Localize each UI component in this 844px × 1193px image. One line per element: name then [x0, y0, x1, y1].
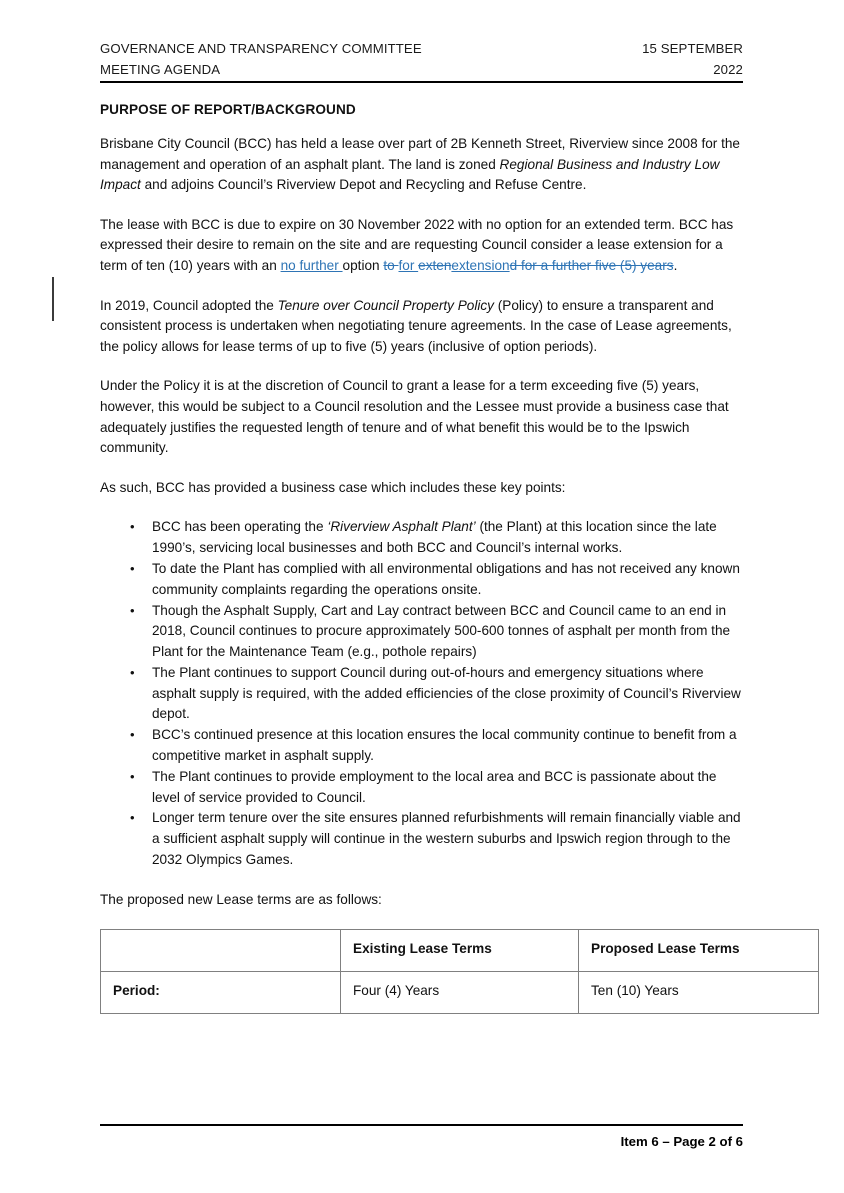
paragraph-background-lease [100, 134, 743, 196]
tracked-deletion-to: to [383, 257, 399, 273]
zoning-designation: Regional Business and Industry Low Impact [100, 156, 720, 193]
paragraph-text: Brisbane City Council (BCC) has held a lease over part of 2B Kenneth Street, Riverview since 2008 for the management and operation of an asphalt plant. The land is zoned [100, 136, 740, 172]
policy-name: Tenure over Council Property Policy [277, 297, 494, 313]
list-item [100, 559, 743, 601]
header-document-type: MEETING AGENDA [100, 62, 221, 77]
bullet-icon: • [130, 810, 135, 826]
paragraph-lease-expiry-tracked [100, 215, 743, 277]
bullet-icon: • [130, 602, 135, 618]
document-body [100, 100, 743, 1014]
paragraph-business-case-intro: As such, BCC has provided a business case which includes these key points: [100, 479, 566, 495]
list-item [100, 601, 743, 663]
list-item-text: Though the Asphalt Supply, Cart and Lay contract between BCC and Council came to an end in 2018, Council continues to procure approximately 500-600 tonnes of asphalt per month from the Plant for the Maintenance Team (e.g., pothole repairs) [152, 602, 731, 660]
tracked-insertion-for: for [398, 257, 419, 273]
tracked-deletion-further-five-years: d for a further five (5) years [509, 257, 674, 273]
footer-item-page-number: Item 6 – Page 2 of 6 [620, 1134, 743, 1149]
paragraph-text-option: option [342, 257, 384, 273]
table-cell-label-period: Period: [101, 972, 341, 1014]
footer-divider-rule [100, 1124, 743, 1126]
bullet-icon: • [130, 560, 135, 576]
header-divider-rule [100, 81, 743, 83]
bullet-icon: • [130, 727, 135, 743]
bullet-icon: • [130, 768, 135, 784]
list-item-text-cont: (the Plant) at this location since the late 1990’s, servicing local businesses and both BCC and Council’s internal works. [152, 519, 717, 556]
header-row-1 [100, 38, 743, 59]
table-cell-proposed-period: Ten (10) Years [579, 972, 819, 1014]
list-item-text: BCC has been operating the [152, 519, 328, 535]
table-header-proposed: Proposed Lease Terms [579, 930, 819, 972]
tracked-insertion-no-further: no further [280, 257, 343, 273]
bullet-icon: • [130, 519, 135, 535]
header-row-2 [100, 59, 743, 80]
list-item [100, 725, 743, 767]
tracked-deletion-exten: exten [418, 257, 452, 273]
paragraph-text-end: . [673, 257, 678, 273]
table-row-header [101, 930, 819, 972]
paragraph-proposed-terms-intro: The proposed new Lease terms are as follows: [100, 891, 382, 907]
list-item [100, 517, 743, 559]
header-committee-name: GOVERNANCE AND TRANSPARENCY COMMITTEE [100, 41, 422, 56]
bullet-icon: • [130, 664, 135, 680]
list-item-italic: ‘Riverview Asphalt Plant’ [327, 519, 476, 535]
tracked-insertion-extension: extension [451, 257, 510, 273]
paragraph-text: The lease with BCC is due to expire on 30 November 2022 with no option for an extended term. BCC has expressed their desire to remain on the site and are requesting Council consider a lease extension for a term of ten (10) years with an [100, 216, 734, 273]
list-item [100, 767, 743, 809]
page-header [100, 38, 743, 83]
table-header-existing: Existing Lease Terms [341, 930, 579, 972]
revision-change-bar [52, 277, 54, 321]
list-item-text: To date the Plant has complied with all environmental obligations and has not received any known community complaints regarding the operations onsite. [152, 560, 740, 597]
table-header-blank [101, 930, 341, 972]
lease-terms-table [100, 929, 819, 1014]
table-row [101, 972, 819, 1014]
paragraph-text-cont: and adjoins Council’s Riverview Depot and Recycling and Refuse Centre. [140, 177, 587, 193]
header-date-month: 15 SEPTEMBER [642, 41, 743, 56]
list-item [100, 663, 743, 725]
list-item-text: BCC’s continued presence at this location ensures the local community continue to benefit from a competitive market in asphalt supply. [152, 727, 737, 764]
table-cell-existing-period: Four (4) Years [341, 972, 579, 1014]
page-footer [100, 1124, 743, 1151]
list-item-text: The Plant continues to provide employment to the local area and BCC is passionate about the level of service provided to Council. [152, 768, 717, 805]
list-item-text: Longer term tenure over the site ensures planned refurbishments will remain financially viable and a sufficient asphalt supply will continue in the western suburbs and Ipswich region through to the 2032 Olympics Games. [152, 810, 741, 868]
page-title: PURPOSE OF REPORT/BACKGROUND [100, 102, 356, 117]
paragraph-policy-discretion: Under the Policy it is at the discretion of Council to grant a lease for a term exceeding five (5) years, however, this would be subject to a Council resolution and the Lessee must provide a business case that adequately justifies the requested length of tenure and of what benefit this would be to the Ipswich community. [100, 378, 729, 456]
paragraph-text-cont: (Policy) to ensure a transparent and consistent process is undertaken when negotiating tenure agreements. In the case of Lease agreements, the policy allows for lease terms of up to five (5) years (inclusive of option periods). [100, 297, 732, 354]
header-date-year: 2022 [713, 62, 743, 77]
list-item [100, 808, 743, 870]
paragraph-text: In 2019, Council adopted the [100, 297, 278, 313]
list-item-text: The Plant continues to support Council during out-of-hours and emergency situations where asphalt supply is required, with the added efficiencies of the close proximity of Council’s Riverview depot. [152, 664, 741, 722]
paragraph-tenure-policy [100, 296, 743, 358]
business-case-key-points-list [100, 517, 743, 871]
